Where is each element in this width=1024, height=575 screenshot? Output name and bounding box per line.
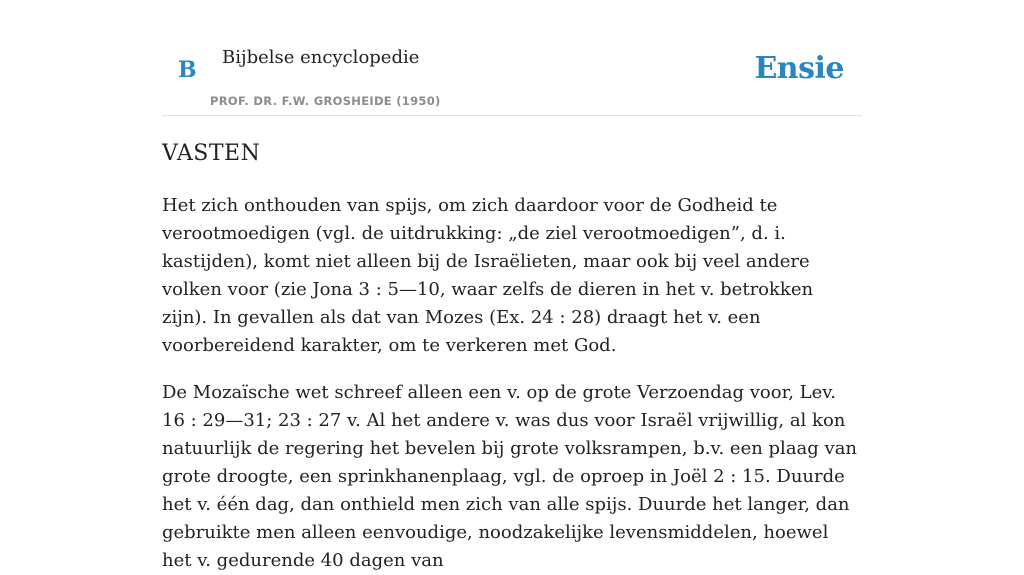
encyclopedia-header (162, 0, 862, 116)
ensie-logo-link[interactable]: Ensie (754, 51, 844, 86)
article-paragraph: De Mozaïsche wet schreef alleen een v. op de grote Verzoendag voor, Lev. 16 : 29—31; 23 : 27 v. Al het andere v. was dus voor Israël vrijwillig, al kon natuurlijk de regering het bevelen bij grote volksrampen, b.v. een plaag van grote droogte, een sprinkhanenplaag, vgl. de oproep in Joël 2 : 15. Duurde het v. één dag, dan onthield men zich van alle spijs. Duurde het langer, dan gebruikte men alleen eenvoudige, noodzakelijke levensmiddelen, hoewel het v. gedurende 40 dagen van (162, 382, 858, 571)
encyclopedia-title-link[interactable]: Bijbelse encyclopedie (222, 47, 420, 68)
article (162, 138, 862, 575)
entry-title: VASTEN (162, 141, 261, 166)
encyclopedia-letter-icon[interactable]: B (178, 57, 197, 83)
author-credit: PROF. DR. F.W. GROSHEIDE (1950) (210, 94, 441, 108)
article-paragraph: Het zich onthouden van spijs, om zich daardoor voor de Godheid te verootmoedigen (vgl. de uitdrukking: „de ziel verootmoedigen”, d. i. kastijden), komt niet alleen bij de Israëlieten, maar ook bij veel andere volken voor (zie Jona 3 : 5—10, waar zelfs de dieren in het v. betrokken zijn). In gevallen als dat van Mozes (Ex. 24 : 28) draagt het v. een voorbereidend karakter, om te verkeren met God. (162, 195, 814, 356)
